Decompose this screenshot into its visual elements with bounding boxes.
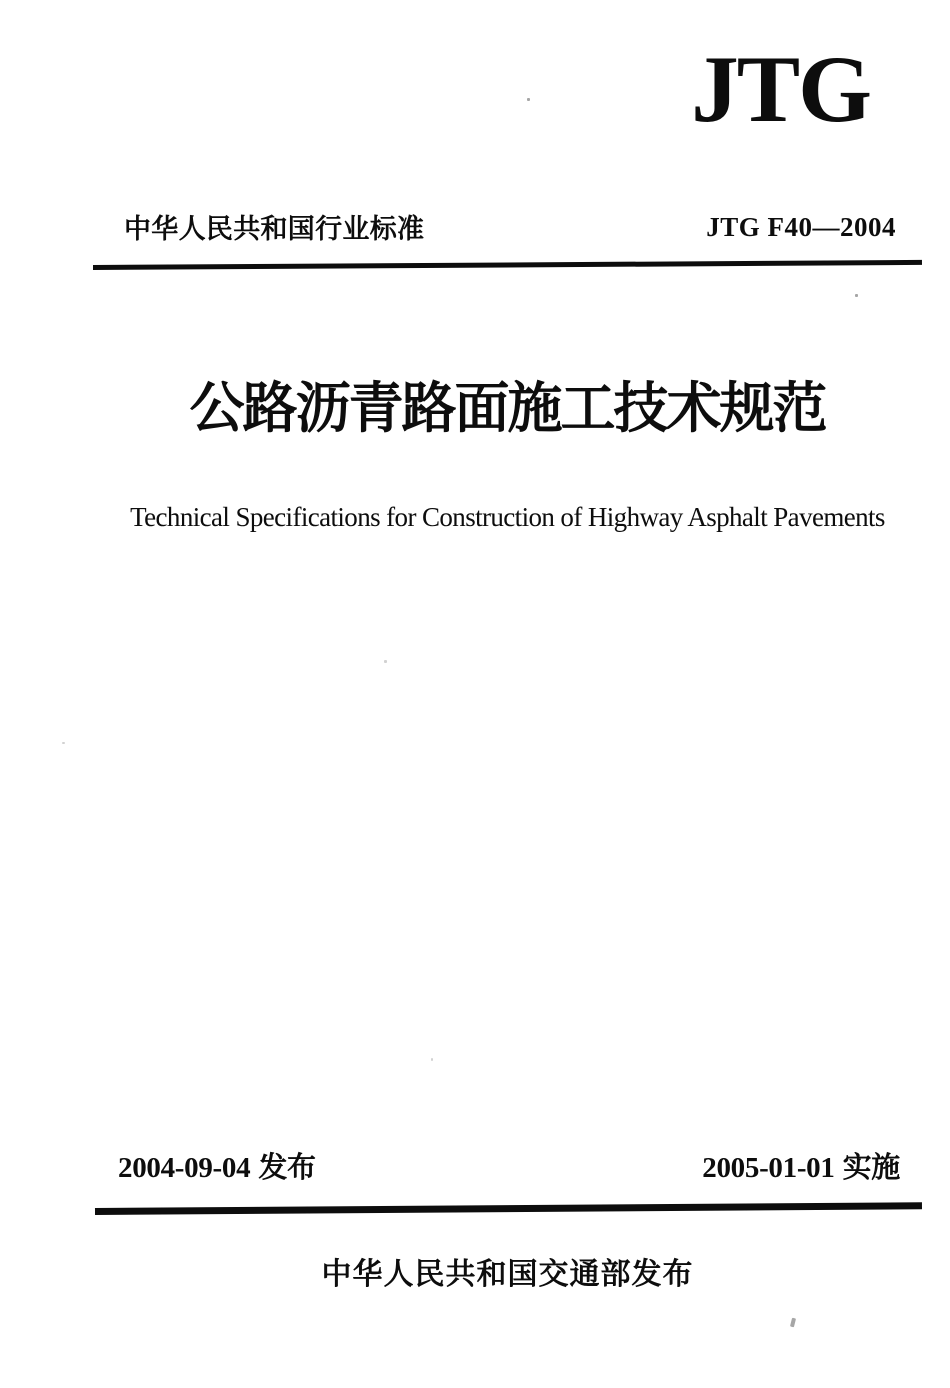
standard-code: JTG F40—2004 <box>706 212 896 242</box>
document-title-chinese: 公路沥青路面施工技术规范 <box>189 377 826 439</box>
issue-date: 2004-09-04 <box>118 1152 251 1184</box>
scan-speck <box>790 1318 796 1328</box>
publisher-line: 中华人民共和国交通部发布 <box>321 1258 694 1291</box>
implement-date-label: 实施 <box>842 1152 900 1184</box>
implement-date: 2005-01-01 <box>702 1152 835 1184</box>
scan-speck <box>855 294 858 297</box>
scan-speck <box>384 660 387 663</box>
document-title-english: Technical Specifications for Construction of Highway Asphalt Pavements <box>130 502 885 532</box>
scan-speck <box>62 742 65 744</box>
issue-date-line <box>118 1151 316 1186</box>
issue-date-label: 发布 <box>258 1152 316 1184</box>
jtg-logo: JTG <box>691 36 870 142</box>
implement-date-line <box>702 1151 900 1186</box>
standard-class-label: 中华人民共和国行业标准 <box>124 214 425 244</box>
header-rule <box>93 260 922 270</box>
scan-speck <box>431 1058 433 1061</box>
footer-rule <box>95 1202 922 1215</box>
scan-speck <box>527 98 530 101</box>
